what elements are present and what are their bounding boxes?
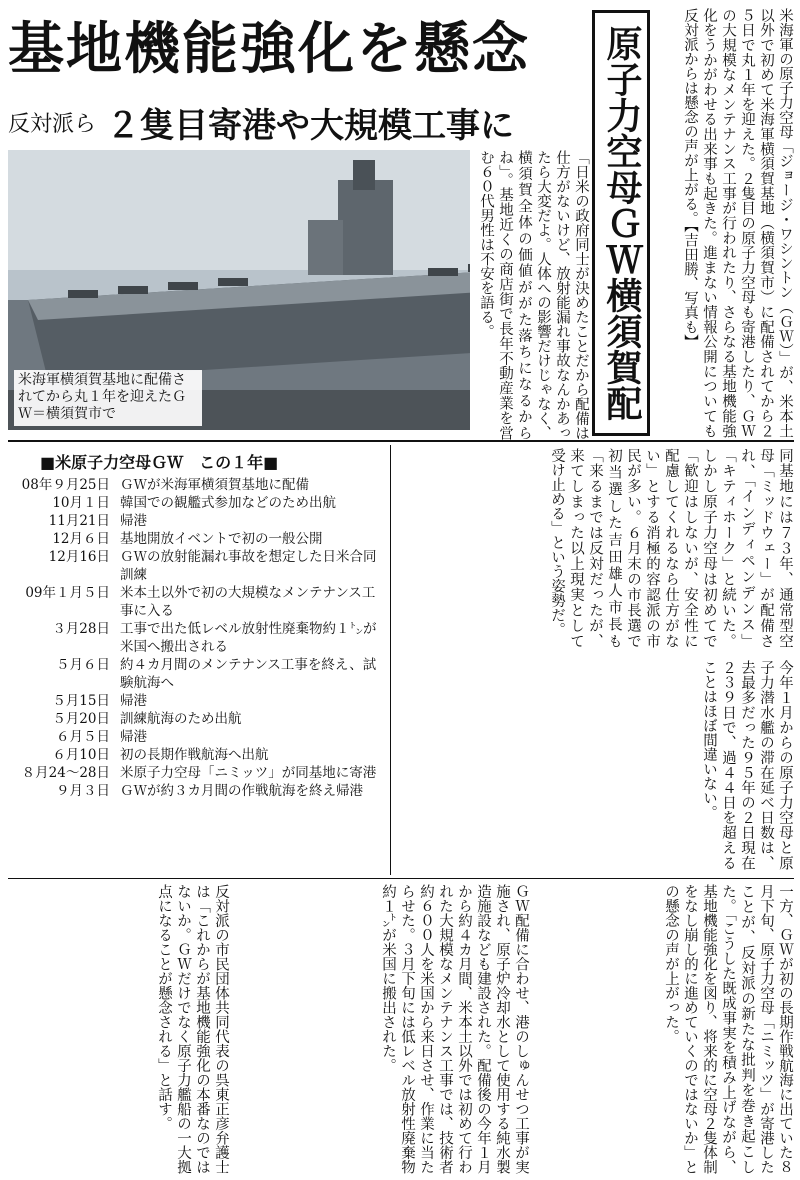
chronology-event: 韓国での観艦式参加などのため出航 (120, 495, 336, 511)
chronology-row (8, 764, 386, 782)
chronology-event: ＧＷの放射能漏れ事故を想定した日米合同訓練 (120, 549, 377, 583)
chronology-event: 米原子力空母「ニミッツ」が同基地に寄港 (120, 765, 377, 781)
photo-caption: 米海軍横須賀基地に配備されてから丸１年を迎えたＧＷ＝横須賀市で (14, 370, 202, 426)
chronology-row (8, 476, 386, 494)
chronology-date: 08年９月25日 (21, 477, 110, 493)
chronology-title: ■米原子力空母ＧＷ この１年■ (40, 453, 279, 472)
chronology-date: ３月28日 (52, 621, 110, 637)
chronology-event: 米本土以外で初の大規模なメンテナンス工事に入る (120, 585, 376, 619)
chronology-event: 訓練航海のため出航 (120, 711, 242, 727)
chronology-event: 帰港 (120, 693, 147, 709)
chronology-row (8, 746, 386, 764)
bottom-column-3: 反対派の市民団体共同代表の呉東正彦弁護士は「これからが基地機能強化の本番なのではないか。ＧＷだけでなく原子力艦船の一大拠点になることが懸念される」と話す。 (156, 884, 229, 1174)
chronology-event: ＧＷが約３カ月間の作戦航海を終え帰港 (120, 783, 363, 799)
chronology-date: ９月３日 (56, 783, 110, 799)
lower-rule (8, 878, 794, 879)
chronology-event: 基地開放イベントで初の一般公開 (120, 531, 323, 547)
chronology-box (8, 450, 386, 870)
bottom-column-1: 一方、ＧＷが初の長期作戦航海に出ていた８月下旬、原子力空母「ニミッツ」が寄港したことが、反対派の新たな批判を巻き起こした。「こうした既成事実を積み上げながら、基地機能強化を図り、将来的に空母２隻体制をなし崩し的に進めていくのではないか」との懸念の声が上がった。 (663, 884, 793, 1174)
lead-paragraph: 米海軍の原子力空母「ジョージ・ワシントン（ＧＷ）」が、米本土以外で初めて米海軍横須賀基地（横須賀市）に配備されてから２５日で丸１年を迎えた。２隻目の原子力空母も寄港したり、ＧＷの大規模なメンテナンス工事が行われたり、さらなる基地機能強化をうかがわせる出来事も起きた。進まない情報公開についても反対派からは懸念の声が上がる。【吉田勝、写真も】 (682, 8, 793, 438)
chronology-event: 工事で出た低レベル放射性廃棄物約１㌧が米国へ搬出される (120, 621, 377, 655)
headline: 基地機能強化を懸念 (8, 6, 588, 94)
chronology-event: 帰港 (120, 729, 147, 745)
vertical-title: 原子力空母ＧＷ横須賀配 (592, 10, 650, 436)
chronology-row (8, 728, 386, 746)
chronology-date: ６月10日 (52, 747, 110, 763)
chronology-row (8, 584, 386, 620)
chronology-date: ５月15日 (52, 693, 110, 709)
chronology-row (8, 620, 386, 656)
chronology-row (8, 548, 386, 584)
chronology-row (8, 692, 386, 710)
chronology-date: ８月24〜28日 (21, 765, 110, 781)
chronology-event: 約４カ月間のメンテナンス工事を終え、試験航海へ (120, 657, 377, 691)
bottom-column-2: ＧＷ配備に合わせ、港のしゅんせつ工事が実施され、原子炉冷却水として使用する純水製造施設なども建設された。配備後の今年１月から約４カ月間、米本土以外では初めて行われた大規模なメンテナンス工事では、技術者約６００人を米国から来日させ、作業に当たらせた。３月下旬には低レベル放射性廃棄物約１㌧が米国に搬出された。 (380, 884, 529, 1174)
chronology-event: 帰港 (120, 513, 147, 529)
article-column-a: 「日米の政府同士が決めたことだから配備は仕方がないけど、放射能漏れ事故なんかあったら大変だよ。人体への影響だけじゃなく、横須賀全体の価値ががた落ちになるからね」。基地近くの商店街で長年不動産業を営む６０代男性は不安を語る。 (470, 150, 590, 440)
chronology-date: 09年１月５日 (25, 585, 110, 601)
chronology-date: 12月16日 (48, 549, 110, 565)
subheadline-small: 反対派ら (8, 112, 97, 137)
chronology-row (8, 512, 386, 530)
chronology-date: 11月21日 (48, 513, 110, 529)
chronology-date: ５月６日 (56, 657, 110, 673)
chronology-row (8, 494, 386, 512)
section-rule (8, 440, 794, 442)
article-column-b: 同基地には７３年、通常型空母「ミッドウェー」が配備され、「インディペンデンス」「キティホーク」と続いた。しかし原子力空母は初めてで「歓迎はしないが、安全性に配慮してくれるなら仕方がない」とする消極的容認派の市民が多い。６月末の市長選で初当選した吉田雄人市長も「来るまでは反対だったが、来てしまった以上現実として受け止める」という姿勢だ。 (549, 448, 793, 648)
subheadline-big: ２隻目寄港や大規模工事に (106, 106, 515, 146)
chronology-row (8, 710, 386, 728)
subheadline (8, 98, 588, 146)
chronology-date: 10月１日 (52, 495, 110, 511)
chronology-table (8, 476, 386, 800)
chronology-event: ＧＷが米海軍横須賀基地に配備 (120, 477, 309, 493)
chronology-date: 12月６日 (52, 531, 110, 547)
chronology-row (8, 530, 386, 548)
chronology-row (8, 656, 386, 692)
chronology-row (8, 782, 386, 800)
chronology-date: ５月20日 (52, 711, 110, 727)
chronology-date: ６月５日 (56, 729, 110, 745)
chronology-divider (390, 445, 391, 875)
article-column-c: 今年１月からの原子力空母と原子力潜水艦の滞在延べ日数は、去最多だった９５年の２日現在２３９日で、過４４日を超えることはほぼ間違いない。 (701, 660, 793, 870)
chronology-event: 初の長期作戦航海へ出航 (120, 747, 269, 763)
